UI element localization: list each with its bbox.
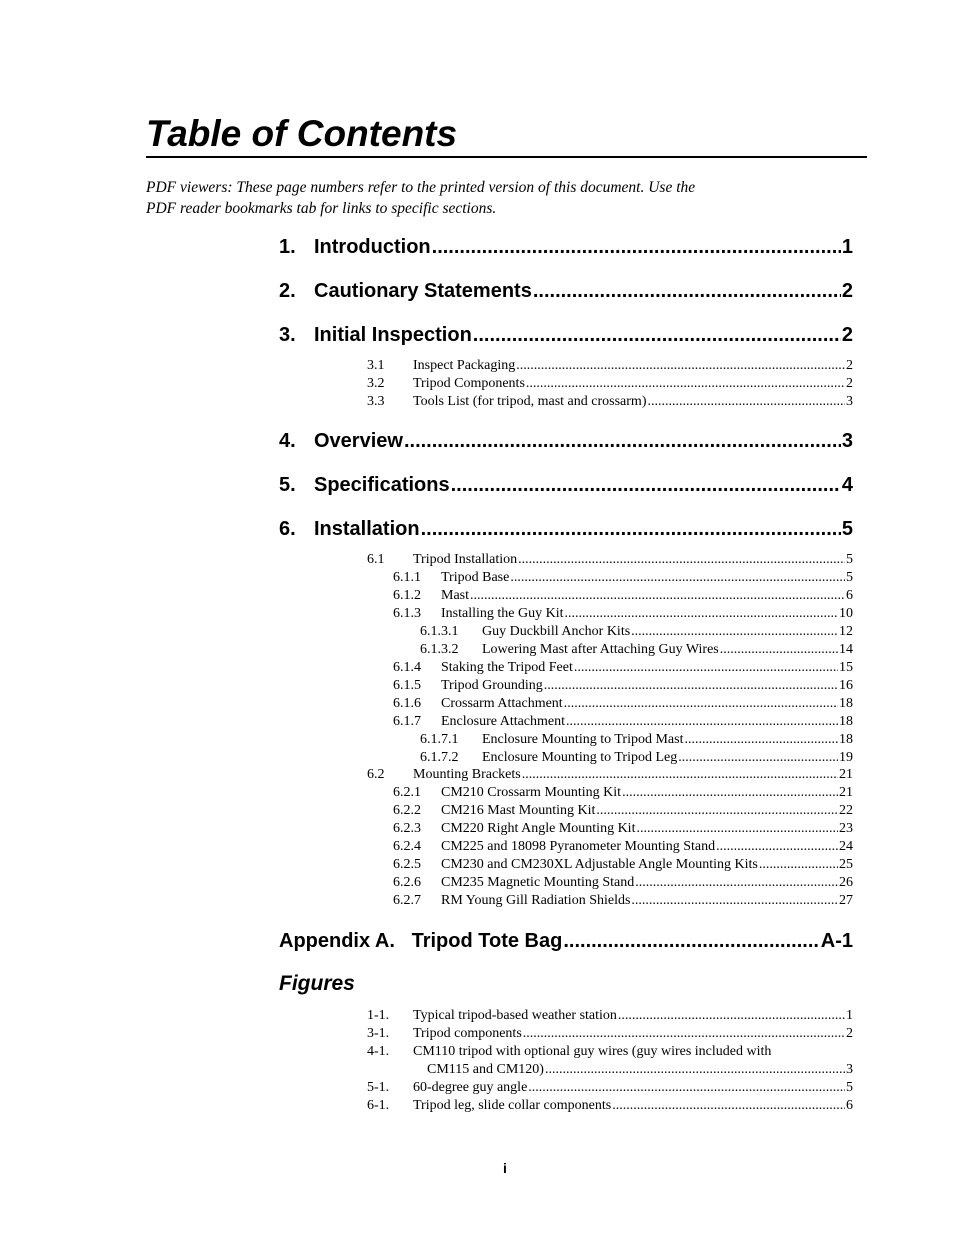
toc-number: 6.2.7: [393, 893, 421, 908]
toc-subentry[interactable]: [367, 394, 853, 412]
toc-title: Overview: [314, 430, 403, 452]
toc-title: Specifications: [314, 474, 450, 496]
toc-subentry[interactable]: [393, 570, 853, 588]
figure-page: 3: [846, 1062, 853, 1077]
figure-title: Typical tripod-based weather station: [413, 1008, 617, 1023]
dot-leader: [636, 821, 838, 837]
toc-page: 2: [841, 324, 853, 346]
toc-page: A-1: [820, 930, 853, 952]
figure-page: 2: [846, 1026, 853, 1041]
toc-title: Mast: [441, 588, 469, 603]
toc-page: 19: [839, 750, 853, 765]
dot-leader: [516, 358, 845, 374]
figure-entry[interactable]: [367, 1008, 853, 1026]
toc-title: Installation: [314, 518, 420, 540]
toc-title: Lowering Mast after Attaching Guy Wires: [482, 642, 719, 657]
toc-page: 4: [841, 474, 853, 496]
toc-title: Guy Duckbill Anchor Kits: [482, 624, 631, 639]
toc-number: 4.: [279, 430, 296, 452]
toc-number: 6.1.4: [393, 660, 421, 675]
toc-subentry[interactable]: [393, 821, 853, 839]
toc-title: Tripod Base: [441, 570, 510, 585]
dot-leader: [618, 1008, 845, 1024]
toc-page: 12: [839, 624, 853, 639]
dot-leader: [716, 839, 838, 855]
toc-title: Tools List (for tripod, mast and crossarm): [413, 394, 647, 409]
toc-page: 22: [839, 803, 853, 818]
dot-leader: [518, 552, 845, 568]
dot-leader: [523, 1026, 845, 1042]
dot-leader: [647, 394, 845, 410]
dot-leader: [470, 588, 845, 604]
toc-subentry[interactable]: [393, 803, 853, 821]
toc-number: 5.: [279, 474, 296, 496]
dot-leader: [720, 642, 838, 658]
dot-leader: [526, 376, 845, 392]
dot-leader: [596, 803, 838, 819]
toc-subentry[interactable]: [367, 767, 853, 785]
toc-number: 3.3: [367, 394, 385, 409]
toc-page: 10: [839, 606, 853, 621]
toc-entry-installation[interactable]: [279, 518, 853, 544]
page-number-footer: [0, 1160, 954, 1176]
toc-entry-specifications[interactable]: [279, 474, 853, 500]
dot-leader: [635, 875, 838, 891]
dot-leader: [432, 236, 841, 259]
figure-title: Tripod leg, slide collar components: [413, 1098, 612, 1113]
toc-subentry[interactable]: [367, 552, 853, 570]
toc-page: 2: [846, 376, 853, 391]
toc-page: 6: [846, 588, 853, 603]
dot-leader: [421, 518, 841, 541]
toc-entry-introduction[interactable]: [279, 236, 853, 262]
toc-title: CM230 and CM230XL Adjustable Angle Mounting Kits: [441, 857, 758, 872]
toc-number: 6.2.3: [393, 821, 421, 836]
toc-number: 6.1.6: [393, 696, 421, 711]
toc-number: 6.1.2: [393, 588, 421, 603]
figure-title: CM115 and CM120): [427, 1062, 544, 1077]
toc-number: 6.1.3.2: [420, 642, 459, 657]
toc-title: CM235 Magnetic Mounting Stand: [441, 875, 635, 890]
figure-number: 3-1.: [367, 1026, 390, 1041]
toc-page: 14: [839, 642, 853, 657]
figures-heading: Figures: [279, 972, 355, 995]
toc-title: Appendix A. Tripod Tote Bag: [279, 930, 563, 952]
toc-title: RM Young Gill Radiation Shields: [441, 893, 631, 908]
toc-page: 5: [841, 518, 853, 540]
figure-entry[interactable]: [367, 1080, 853, 1098]
toc-title: Mounting Brackets: [413, 767, 521, 782]
toc-title: Initial Inspection: [314, 324, 472, 346]
toc-number: 3.1: [367, 358, 385, 373]
dot-leader: [564, 696, 838, 712]
toc-title: Staking the Tripod Feet: [441, 660, 573, 675]
toc-title: Tripod Grounding: [441, 678, 543, 693]
toc-page: 21: [839, 767, 853, 782]
toc-title: Tripod Components: [413, 376, 525, 391]
dot-leader: [631, 624, 838, 640]
toc-page: 26: [839, 875, 853, 890]
toc-title: Crossarm Attachment: [441, 696, 563, 711]
figure-title: Tripod components: [413, 1026, 522, 1041]
toc-number: 3.2: [367, 376, 385, 391]
toc-page: 18: [839, 732, 853, 747]
toc-number: 6.1: [367, 552, 385, 567]
dot-leader: [565, 606, 839, 622]
dot-leader: [545, 1062, 845, 1078]
note-line: PDF reader bookmarks tab for links to specific sections.: [146, 200, 497, 217]
toc-number: 6.2.5: [393, 857, 421, 872]
toc-page: 18: [839, 696, 853, 711]
toc-subentry[interactable]: [393, 660, 853, 678]
dot-leader: [451, 474, 841, 497]
toc-number: 6.1.7: [393, 714, 421, 729]
toc-subentry[interactable]: [393, 893, 853, 911]
toc-subentry[interactable]: [393, 678, 853, 696]
figure-number: 5-1.: [367, 1080, 390, 1095]
figure-entry[interactable]: [367, 1026, 853, 1044]
dot-leader: [563, 930, 819, 953]
toc-title: Introduction: [314, 236, 431, 258]
toc-page: 3: [841, 430, 853, 452]
dot-leader: [533, 280, 841, 303]
toc-title: CM210 Crossarm Mounting Kit: [441, 785, 622, 800]
figure-page: 6: [846, 1098, 853, 1113]
dot-leader: [528, 1080, 845, 1096]
toc-number: 6.: [279, 518, 296, 540]
dot-leader: [566, 714, 838, 730]
toc-title: Enclosure Mounting to Tripod Leg: [482, 750, 678, 765]
toc-title: Enclosure Mounting to Tripod Mast: [482, 732, 684, 747]
dot-leader: [574, 660, 838, 676]
toc-page: 27: [839, 893, 853, 908]
toc-number: 6.1.5: [393, 678, 421, 693]
toc-number: 6.2.1: [393, 785, 421, 800]
toc-number: 3.: [279, 324, 296, 346]
figure-title: 60-degree guy angle: [413, 1080, 528, 1095]
toc-page: 5: [846, 570, 853, 585]
figure-entry[interactable]: [367, 1044, 771, 1060]
toc-number: 6.2.2: [393, 803, 421, 818]
toc-subentry[interactable]: [393, 606, 853, 624]
toc-page: 5: [846, 552, 853, 567]
toc-subentry[interactable]: [393, 875, 853, 893]
toc-number: 2.: [279, 280, 296, 302]
dot-leader: [522, 767, 838, 783]
toc-page: 21: [839, 785, 853, 800]
dot-leader: [678, 750, 838, 766]
figure-title: CM110 tripod with optional guy wires (guy wires included with: [413, 1044, 772, 1059]
toc-title: Tripod Installation: [413, 552, 518, 567]
toc-page: 25: [839, 857, 853, 872]
figure-page: 5: [846, 1080, 853, 1095]
toc-page: 15: [839, 660, 853, 675]
dot-leader: [473, 324, 841, 347]
toc-title: Cautionary Statements: [314, 280, 532, 302]
toc-subentry[interactable]: [393, 839, 853, 857]
toc-page: 24: [839, 839, 853, 854]
toc-number: 6.2.4: [393, 839, 421, 854]
dot-leader: [404, 430, 841, 453]
dot-leader: [759, 857, 838, 873]
figure-number: 4-1.: [367, 1044, 390, 1059]
toc-subentry[interactable]: [420, 642, 853, 660]
figure-number: 6-1.: [367, 1098, 390, 1113]
toc-title: CM220 Right Angle Mounting Kit: [441, 821, 636, 836]
toc-number: 6.1.7.2: [420, 750, 459, 765]
toc-title: Inspect Packaging: [413, 358, 516, 373]
toc-subentry[interactable]: [367, 358, 853, 376]
toc-number: 6.1.1: [393, 570, 421, 585]
page-number: i: [503, 1160, 507, 1176]
toc-number: 6.1.7.1: [420, 732, 459, 747]
toc-page: 2: [841, 280, 853, 302]
toc-subentry[interactable]: [420, 750, 853, 768]
dot-leader: [544, 678, 838, 694]
dot-leader: [612, 1098, 845, 1114]
figure-number: 1-1.: [367, 1008, 390, 1023]
toc-number: 6.2.6: [393, 875, 421, 890]
toc-title: Installing the Guy Kit: [441, 606, 564, 621]
figure-entry-continuation[interactable]: [427, 1062, 853, 1080]
toc-number: 6.1.3.1: [420, 624, 459, 639]
figure-entry[interactable]: [367, 1098, 853, 1116]
toc-number: 6.2: [367, 767, 385, 782]
dot-leader: [684, 732, 838, 748]
toc-subentry[interactable]: [393, 714, 853, 732]
toc-page: 18: [839, 714, 853, 729]
toc-page: 2: [846, 358, 853, 373]
dot-leader: [510, 570, 845, 586]
toc-entry-appendix-a[interactable]: [279, 930, 853, 956]
toc-subentry[interactable]: [420, 624, 853, 642]
toc-page: 23: [839, 821, 853, 836]
figure-page: 1: [846, 1008, 853, 1023]
toc-subentry[interactable]: [393, 785, 853, 803]
toc-entry-initial-inspection[interactable]: [279, 324, 853, 350]
toc-number: 6.1.3: [393, 606, 421, 621]
page-title: Table of Contents: [146, 113, 458, 154]
dot-leader: [631, 893, 838, 909]
toc-entry-cautionary-statements[interactable]: [279, 280, 853, 306]
toc-number: 1.: [279, 236, 296, 258]
dot-leader: [622, 785, 838, 801]
toc-title: Enclosure Attachment: [441, 714, 566, 729]
toc-subentry[interactable]: [393, 857, 853, 875]
toc-page: 3: [846, 394, 853, 409]
toc-page: 1: [841, 236, 853, 258]
toc-entry-overview[interactable]: [279, 430, 853, 456]
toc-subentry[interactable]: [420, 732, 853, 750]
toc-subentry[interactable]: [367, 376, 853, 394]
toc-title: CM225 and 18098 Pyranometer Mounting Stand: [441, 839, 716, 854]
note-line: PDF viewers: These page numbers refer to the printed version of this document. Use the: [146, 179, 696, 196]
toc-subentry[interactable]: [393, 696, 853, 714]
toc-page: 16: [839, 678, 853, 693]
toc-title: CM216 Mast Mounting Kit: [441, 803, 596, 818]
toc-subentry[interactable]: [393, 588, 853, 606]
